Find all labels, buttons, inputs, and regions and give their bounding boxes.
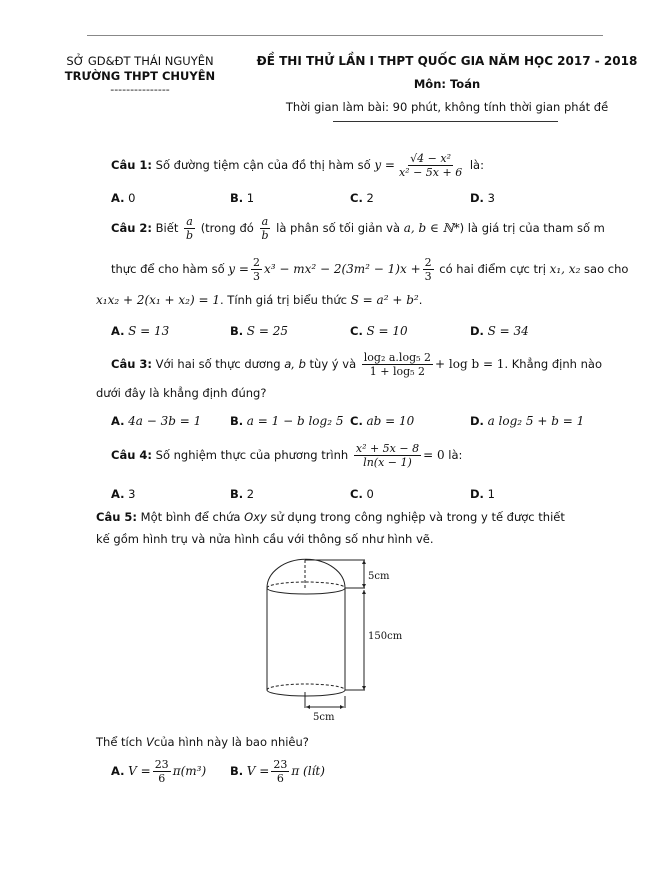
fraction-numerator: 23 [273, 758, 288, 771]
option-c[interactable] [350, 487, 374, 501]
question-3-line-1 [111, 351, 602, 378]
option-value: 0 [366, 487, 374, 501]
question-text: của hình này là bao nhiêu? [153, 735, 309, 749]
question-4 [111, 442, 462, 469]
function-body: x³ − mx² − 2(3m² − 1)x + [263, 262, 421, 276]
question-text: Với hai số thực dương [155, 357, 281, 371]
option-c[interactable] [350, 191, 374, 205]
option-value: 0 [128, 191, 136, 205]
exam-subject: Môn: Toán [413, 77, 481, 91]
exam-time: Thời gian làm bài: 90 phút, không tính thời gian phát đề [285, 100, 609, 114]
fraction-two-thirds [251, 256, 262, 283]
option-value: ab = 10 [366, 414, 415, 428]
cylinder-hemisphere-diagram [250, 555, 420, 725]
option-value: 2 [366, 191, 374, 205]
question-label: Câu 4: [111, 448, 152, 462]
option-lhs: V = [128, 764, 151, 778]
header-right [252, 54, 642, 114]
option-letter: B. [230, 414, 244, 428]
condition-expression: x₁x₂ + 2(x₁ + x₂) = 1 [96, 293, 220, 307]
fraction-denominator: b [261, 229, 269, 242]
option-letter: D. [470, 487, 484, 501]
fraction-denominator: 3 [424, 270, 432, 283]
fraction-denominator: 6 [158, 772, 166, 785]
question-text: là: [448, 448, 463, 462]
question-text: ) là giá trị của tham số m [459, 221, 605, 235]
question-text: . [418, 293, 423, 307]
option-letter: C. [350, 191, 363, 205]
option-a[interactable] [111, 191, 135, 205]
option-letter: A. [111, 487, 125, 501]
option-a[interactable] [111, 487, 135, 501]
top-rule [87, 35, 603, 36]
option-a[interactable] [111, 414, 201, 428]
fraction-denominator: b [185, 229, 194, 242]
target-expression: S = a² + b² [350, 293, 419, 307]
question-2-line-1 [111, 215, 605, 242]
option-letter: B. [230, 487, 244, 501]
fraction-numerator: 23 [154, 758, 169, 771]
fraction-numerator: x² + 5x − 8 [355, 442, 420, 455]
question-text: sao cho [584, 262, 629, 276]
question-5-prompt [96, 735, 309, 749]
option-letter: D. [470, 191, 484, 205]
option-letter: B. [230, 764, 244, 778]
fraction-numerator: 2 [252, 256, 260, 269]
option-value: a = 1 − b log₂ 5 [246, 414, 344, 428]
option-tail: π (lít) [291, 764, 325, 778]
volume-symbol: V [146, 735, 154, 749]
question-text: có hai điểm cực trị [439, 262, 546, 276]
option-value: S = 13 [128, 324, 170, 338]
oxy-term: Oxy [244, 510, 267, 524]
top-ellipse-front [267, 588, 345, 594]
formula-tail: = 0 [423, 448, 445, 462]
exam-title: ĐỀ THI THỬ LẦN I THPT QUỐC GIA NĂM HỌC 2017 - 2018 [256, 54, 638, 68]
question-text: thực để cho hàm số [111, 262, 225, 276]
question-2-line-3 [96, 293, 422, 307]
fraction-a-b [184, 215, 195, 242]
option-value: 2 [246, 487, 255, 501]
option-d[interactable] [470, 324, 529, 338]
fraction-numerator: 2 [424, 256, 432, 269]
header-dashes: --------------- [110, 83, 170, 96]
radius-dim-label: 5cm [313, 712, 335, 723]
top-ellipse-back [267, 582, 345, 588]
option-c[interactable] [350, 414, 414, 428]
option-letter: A. [111, 324, 125, 338]
option-letter: D. [470, 414, 484, 428]
fraction-numerator: a [186, 215, 193, 228]
question-text: là phân số tối giản và [276, 221, 401, 235]
option-b[interactable] [230, 414, 343, 428]
option-letter: C. [350, 324, 363, 338]
question-text: Một bình để chứa [140, 510, 241, 524]
question-label: Câu 5: [96, 510, 137, 524]
function-lhs: y = [228, 262, 249, 276]
question-tail: là: [469, 158, 484, 172]
question-3-line-2: dưới đây là khẳng định đúng? [96, 386, 267, 400]
question-label: Câu 2: [111, 221, 152, 235]
question-text: Biết [155, 221, 179, 235]
option-b[interactable] [230, 758, 325, 785]
top-dim-label: 5cm [368, 571, 390, 582]
option-d[interactable] [470, 191, 495, 205]
question-text: . Khẳng định nào [504, 357, 602, 371]
option-b[interactable] [230, 487, 254, 501]
option-c[interactable] [350, 324, 408, 338]
fraction-a-b [259, 215, 270, 242]
fraction-denominator: 1 + log₅ 2 [369, 365, 426, 378]
option-fraction [153, 758, 171, 785]
question-text: (trong đó [200, 221, 254, 235]
fraction-denominator: ln(x − 1) [363, 456, 412, 469]
height-dim-label: 150cm [368, 631, 403, 642]
log-fraction [362, 351, 433, 378]
question-text: . Tính giá trị biểu thức [220, 293, 347, 307]
fraction-numerator: log₂ a.log₅ 2 [363, 351, 432, 364]
option-a[interactable] [111, 324, 169, 338]
question-label: Câu 1: [111, 158, 152, 172]
option-letter: A. [111, 191, 125, 205]
option-b[interactable] [230, 191, 254, 205]
option-letter: B. [230, 324, 244, 338]
option-lhs: V = [246, 764, 270, 778]
header-left [40, 54, 240, 95]
option-letter: A. [111, 764, 125, 778]
question-text: tùy ý và [309, 357, 357, 371]
fraction-denominator: 3 [252, 270, 260, 283]
option-value: 3 [128, 487, 136, 501]
fraction-numerator: a [261, 215, 269, 228]
formula-lhs: y = [374, 158, 395, 172]
option-letter: D. [470, 324, 484, 338]
option-value: S = 34 [487, 324, 529, 338]
option-letter: C. [350, 414, 363, 428]
option-value: 1 [246, 191, 255, 205]
roots-expression: x₁, x₂ [549, 262, 581, 276]
fraction-denominator: x² − 5x + 6 [398, 166, 463, 179]
question-vars: a, b [284, 357, 306, 371]
option-fraction [271, 758, 289, 785]
set-expression: a, b ∈ ℕ* [403, 221, 460, 235]
option-letter: C. [350, 487, 363, 501]
option-d[interactable] [470, 414, 584, 428]
formula-fraction [397, 152, 464, 179]
question-5-line-2: kế gồm hình trụ và nửa hình cầu với thông số như hình vẽ. [96, 532, 434, 546]
option-value: 4a − 3b = 1 [128, 414, 202, 428]
option-value: 1 [487, 487, 495, 501]
option-b[interactable] [230, 324, 288, 338]
fraction-denominator: 6 [276, 772, 284, 785]
department-name: SỞ GD&ĐT THÁI NGUYÊN [66, 54, 214, 68]
bottom-ellipse-back [267, 684, 345, 690]
question-2-line-2 [111, 256, 628, 283]
option-value: S = 10 [366, 324, 408, 338]
option-value: a log₂ 5 + b = 1 [487, 414, 585, 428]
question-text: Số đường tiệm cận của đồ thị hàm số [155, 158, 371, 172]
fraction-numerator: √4 − x² [410, 152, 451, 165]
option-a[interactable] [111, 758, 206, 785]
equation-fraction [354, 442, 421, 469]
option-value: 3 [487, 191, 495, 205]
option-letter: B. [230, 191, 244, 205]
question-text: Thể tích [96, 735, 143, 749]
option-letter: A. [111, 414, 125, 428]
question-label: Câu 3: [111, 357, 152, 371]
question-5-line-1 [96, 510, 565, 524]
option-d[interactable] [470, 487, 495, 501]
question-text: sử dụng trong công nghiệp và trong y tế được thiết [270, 510, 565, 524]
bottom-ellipse-front [267, 690, 345, 696]
fraction-two-thirds [423, 256, 434, 283]
question-text: Số nghiệm thực của phương trình [155, 448, 349, 462]
option-value: S = 25 [246, 324, 288, 338]
school-name: TRƯỜNG THPT CHUYÊN [64, 69, 216, 83]
question-1 [111, 152, 484, 179]
option-tail: π(m³) [172, 764, 207, 778]
header-underline [333, 121, 558, 122]
formula-tail: + log b = 1 [435, 357, 505, 371]
